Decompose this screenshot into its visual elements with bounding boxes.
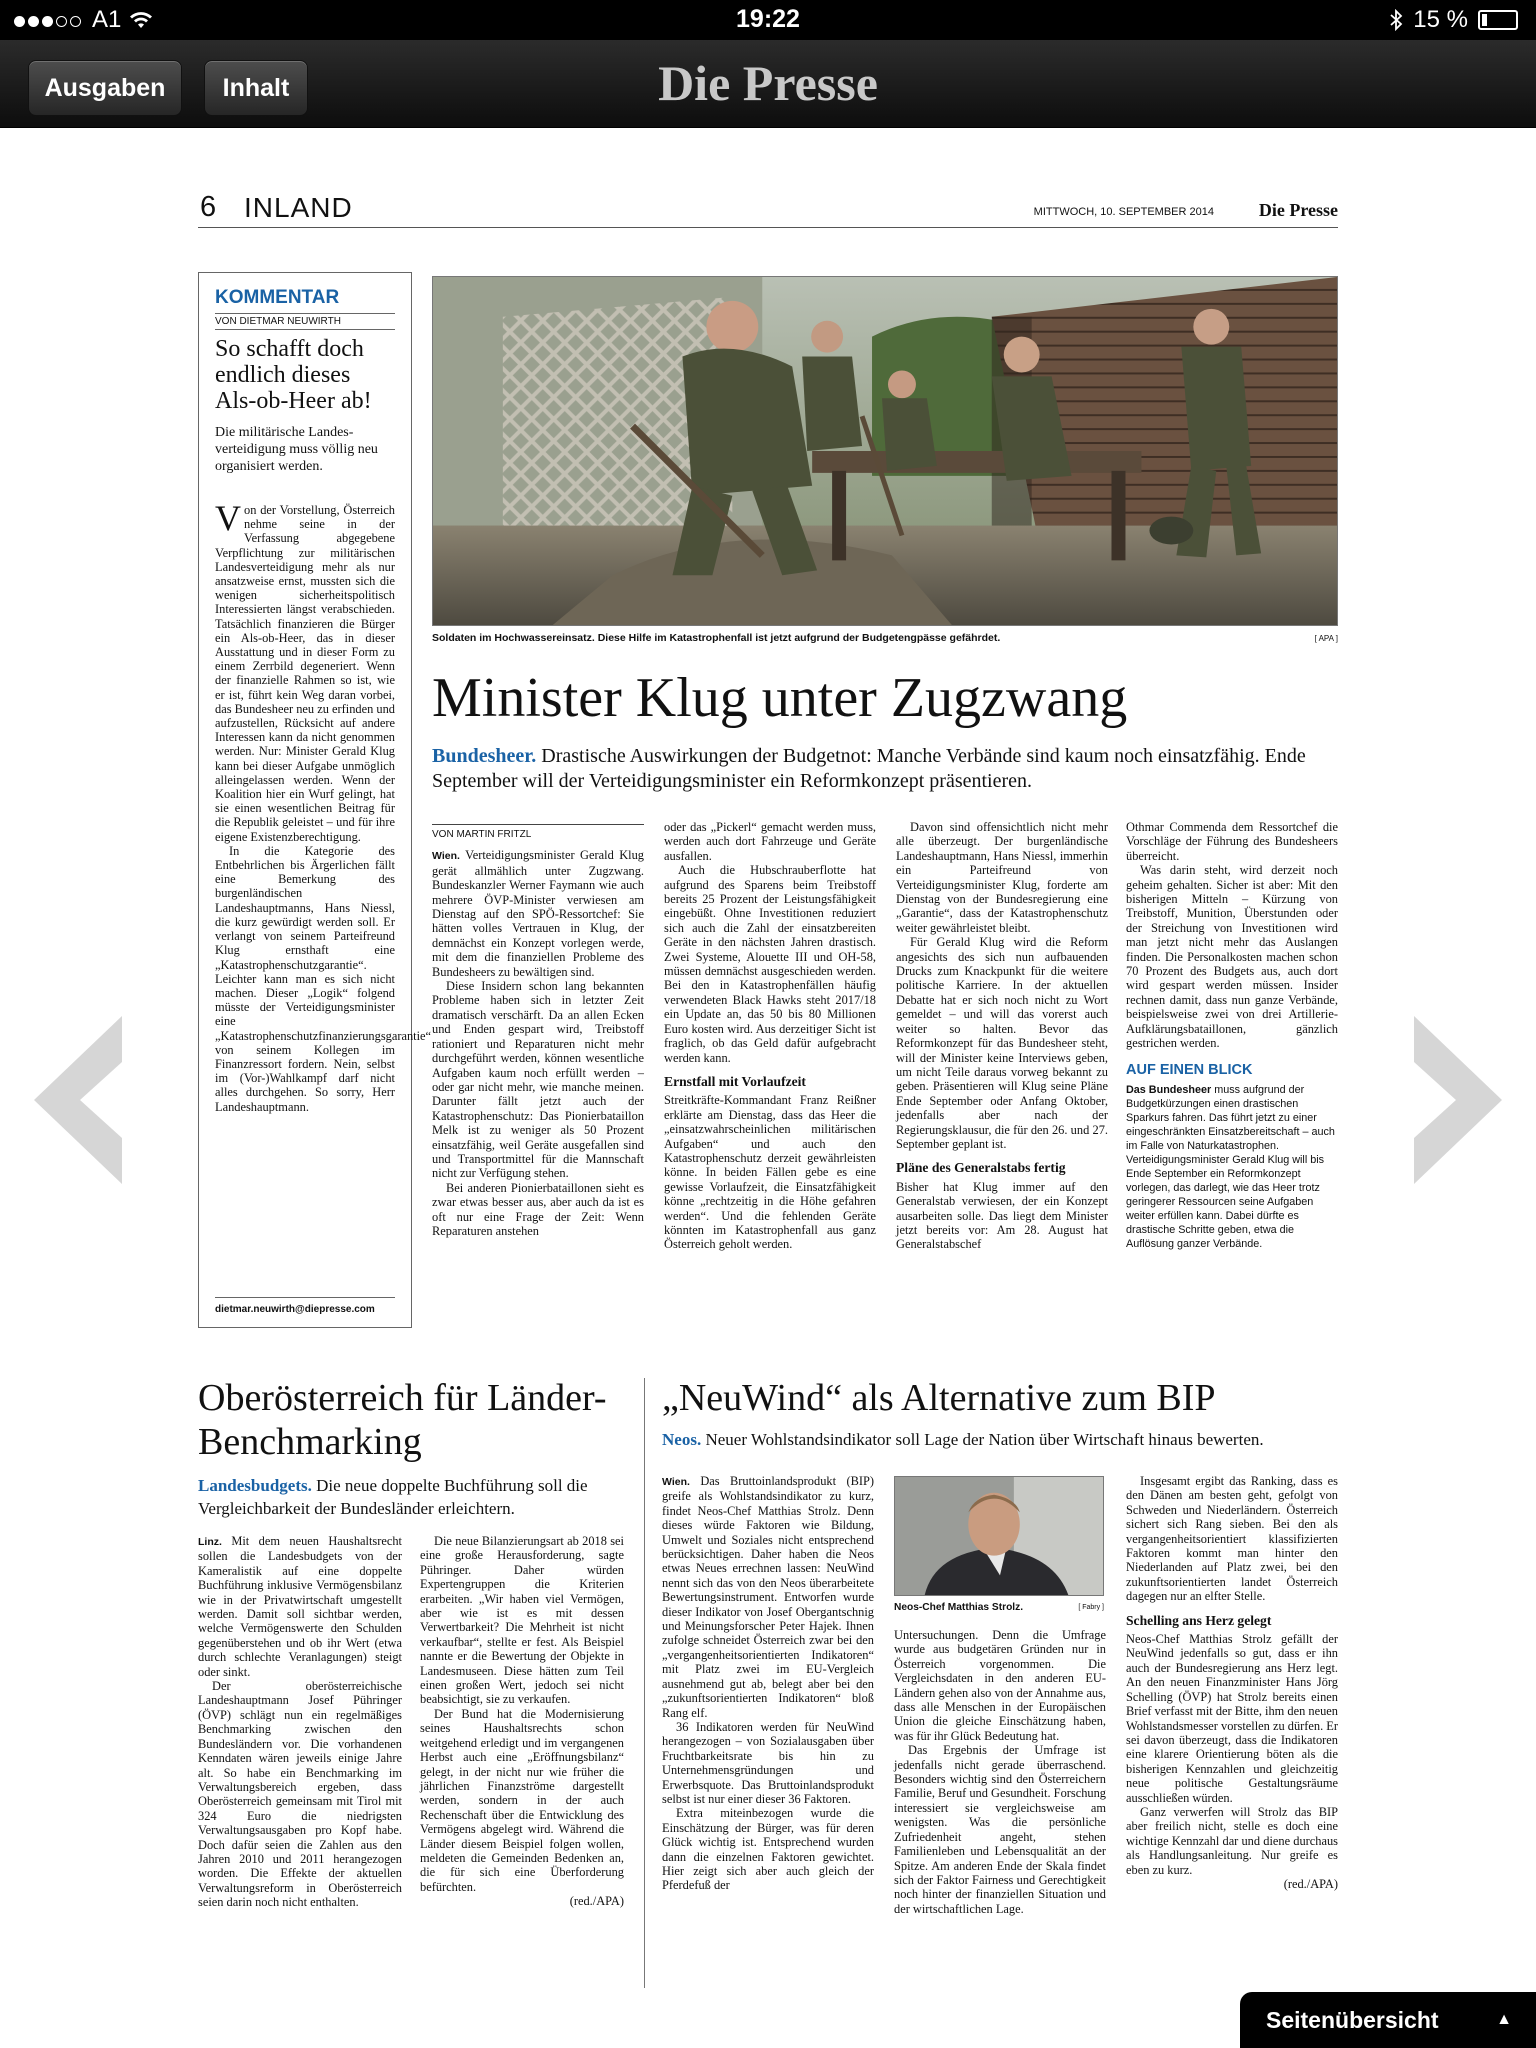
paragraph: Für Gerald Klug wird die Reform angesichts des sich nun aufbauenden Drucks zum Knackpunkt für die weitere politische Karriere. In der aktuellen Debatte hat er sich noch nicht zu Wort gemeldet – und will das vorerst auch weiter so halten. Bevor das Reformkonzept für das Bundesheer steht, will der Minister keine Interviews geben, um nicht Teile daraus vorweg bekannt zu geben. Präsentieren will Klug seine Pläne Ende September oder Anfang Oktober, jedenfalls aber nach der Regierungsklausur, die für den 26. und 27. September geplant ist. — [896, 935, 1108, 1151]
neuwind-column-2 — [894, 1628, 1106, 1916]
ooe-headline[interactable]: Oberösterreich für Länder-Benchmarking — [198, 1377, 607, 1463]
main-column-1 — [432, 824, 644, 1238]
paragraph: Der Bund hat die Modernisierung seines Haushaltsrechts schon weitgehend erledigt und im vergangenen Herbst auch eine „Eröffnungsbilanz“ gelegt, in der nicht nur wie früher die jährlichen Finanzströme dargestellt werden, sondern in der auch Rechenschaft über die Entwicklung des Vermögens abgelegt wird. Während die Länder diesem Beispiel folgen wollen, meldeten die Gemeinden Bedenken an, die für sich eine Überforderung befürchten. — [420, 1706, 624, 1894]
main-subline-text: Drastische Auswirkungen der Budgetnot: Manche Verbände sind kaum noch einsatzfähig. Ende September will der Verteidigungsminister ein Reformkonzept präsentieren. — [432, 745, 1306, 792]
neuwind-subline-text: Neuer Wohlstandsindikator soll Lage der Nation über Wirtschaft hinaus bewerten. — [705, 1430, 1264, 1449]
paragraph: Bei anderen Pionierbataillonen sieht es zwar etwas besser aus, aber auch da ist es oft nur eine Frage der Zeit: Wenn Reparaturen anstehen — [432, 1180, 644, 1238]
ooe-subline — [198, 1474, 618, 1520]
carrier-label: A1 — [92, 6, 122, 33]
byline: VON MARTIN FRITZL — [432, 824, 644, 842]
paragraph: Insgesamt ergibt das Ranking, dass es den Dänen am besten geht, gefolgt von Schweden und Niederländern. Österreich sichert sich Rang sieben. Bei den als vergangenheitsorientiert klassifizierten Faktoren kommt man hinter den Niederlanden auf Platz zwei, bei den zukunftsorientierten landet Österreich dagegen nur an elfter Stelle. — [1126, 1474, 1338, 1604]
kommentar-box[interactable] — [198, 272, 432, 1328]
paragraph: Der oberösterreichische Landeshauptmann Josef Pühringer (ÖVP) schlägt nun ein regelmäßiges Benchmarking zwischen den Bundesländern vor. Die vorhandenen Kenndaten wären jeweils einige Jahre alt. So habe ein Benchmarking im Verwaltungsbereich ergeben, dass Oberösterreich gemeinsam mit Tirol mit 324 Euro die niedrigsten Verwaltungsausgaben pro Kopf habe. Doch dafür seien die Zahlen aus den Jahren 2010 und 2011 herangezogen worden. Die Effekte der aktuellen Verwaltungsreform in Oberösterreich seien darin noch nicht enthalten. — [198, 1679, 402, 1910]
battery-percent: 15 % — [1413, 6, 1468, 33]
ooe-kicker: Landesbudgets. — [198, 1476, 312, 1495]
main-kicker: Bundesheer. — [432, 745, 537, 767]
main-column-4 — [1126, 820, 1338, 1251]
triangle-up-icon: ▲ — [1496, 2011, 1512, 2028]
subheading: Schelling ans Herz gelegt — [1126, 1612, 1272, 1628]
inhalt-button[interactable]: Inhalt — [204, 60, 308, 116]
paragraph: Untersuchungen. Denn die Umfrage wurde aus budgetären Gründen nur in Österreich vorgenommen. Die Vergleichsdaten in den anderen EU-Ländern gehen also von der Annahme aus, dass alle Menschen in der Europäischen Union die gleiche Einschätzung haben, was für ihr Glück Bedeutung hat. — [894, 1628, 1106, 1743]
bluetooth-icon — [1389, 9, 1403, 31]
next-page-icon[interactable] — [1404, 1010, 1514, 1190]
section-label: INLAND — [244, 192, 353, 223]
kommentar-label: KOMMENTAR — [215, 287, 340, 308]
subheading: Ernstfall mit Vorlaufzeit — [664, 1073, 806, 1089]
app-toolbar — [0, 40, 1536, 128]
kommentar-email[interactable]: dietmar.neuwirth@diepresse.com — [215, 1297, 395, 1315]
paragraph: Streitkräfte-Kommandant Franz Reißner erklärte am Dienstag, dass das Heer die „einsatzwahrscheinlichen militärischen Aufgaben“ und auch den Katastrophenschutz derzeit gewährleisten könne. In beiden Fällen gebe es eine gewisse Vorlaufzeit, die Einsatzfähigkeit könne „rechtzeitig in die Höhe gefahren werden“. Und die fehlenden Geräte könnten im Katastrophenfall aus ganz Österreich geholt werden. — [664, 1093, 876, 1252]
box-text — [1126, 1083, 1338, 1251]
strolz-portrait-photo[interactable] — [894, 1476, 1104, 1596]
main-subline — [432, 744, 1338, 794]
clock: 19:22 — [736, 5, 800, 33]
box-lead: Das Bundesheer — [1126, 1083, 1212, 1096]
previous-page-icon[interactable] — [22, 1010, 132, 1190]
paragraph: Bisher hat Klug immer auf den Generalstab verwiesen, der ein Konzept ausarbeiten solle. Das liegt dem Minister jetzt bereits vor: Am 28. August hat Generalstabschef — [896, 1179, 1108, 1252]
soldiers-flood-photo[interactable] — [432, 276, 1338, 626]
photo-caption-text: Soldaten im Hochwassereinsatz. Diese Hilfe im Katastrophenfall ist jetzt aufgrund der Budgetengpässe gefährdet. — [432, 632, 1001, 644]
paragraph: Diese Insidern schon lang bekannten Probleme haben sich in letzter Zeit dramatisch verschärft. Da an allen Ecken und Enden gespart wird, Treibstoff rationiert und Reparaturen nicht mehr durchgeführt werden, können wesentliche Aufgaben kaum noch erfüllt werden – oder gar nicht mehr, wie manche meinen. Darunter fällt jetzt auch der Katastrophenschutz: Das Pionierbataillon Melk ist zu weniger als 50 Prozent einsatzfähig, weil Geräte ausgefallen sind und Transportmittel für die Mannschaft nicht zur Verfügung stehen. — [432, 979, 644, 1181]
paragraph: Ganz verwerfen will Strolz das BIP aber freilich nicht, stelle es doch eine wichtige Kennzahl dar und diene durchaus als Handlungsanleitung. Nur greife es eben zu kurz. — [1126, 1804, 1338, 1877]
paragraph: oder das „Pickerl“ gemacht werden muss, werden auch dort Fahrzeuge und Geräte ausfallen. — [664, 820, 876, 863]
page-overview-button[interactable] — [1240, 1992, 1536, 2048]
app-logo: Die Presse — [658, 55, 878, 111]
issue-date: MITTWOCH, 10. SEPTEMBER 2014 — [1033, 206, 1214, 218]
main-headline[interactable]: Minister Klug unter Zugzwang — [432, 667, 1128, 729]
main-column-2 — [664, 820, 876, 1252]
dateline: Wien. — [432, 850, 460, 863]
kommentar-dek: Die militärische Landesverteidigung muss völlig neu organisiert werden. — [215, 425, 378, 474]
column-divider — [644, 1378, 645, 1988]
kommentar-title: So schafft doch endlich dieses Als-ob-Heer ab! — [215, 336, 372, 414]
ooe-column-2 — [420, 1534, 624, 1909]
subheading: Pläne des Generalstabs fertig — [896, 1160, 1066, 1176]
kommentar-author: VON DIETMAR NEUWIRTH — [215, 313, 395, 330]
paragraph: Extra miteinbezogen wurde die Einschätzung der Bürger, was für deren Glück wichtig ist. Entsprechend wurden dann die einzelnen Faktoren gewichtet. Hier zeigt sich aber auch gleich der Pferdefuß der — [662, 1806, 874, 1893]
ooe-column-1 — [198, 1534, 402, 1910]
dateline: Linz. — [198, 1536, 222, 1548]
neuwind-kicker: Neos. — [662, 1430, 702, 1449]
paragraph: 36 Indikatoren werden für NeuWind herangezogen – von Sozialausgaben über Fruchtbarkeitsrate bis hin zu Unternehmensgründungen und Erwerbsquote. Das Bruttoinlandsprodukt selbst ist nur einer dieser 36 Faktoren. — [662, 1719, 874, 1806]
page-logo: Die Presse — [1258, 200, 1338, 220]
signature: (red./APA) — [569, 1894, 624, 1909]
main-column-3 — [896, 820, 1108, 1252]
photo-credit: [ APA ] — [1314, 634, 1338, 643]
dropcap: V — [215, 498, 241, 538]
box-body: muss aufgrund der Budgetkürzungen einen drastischen Sparkurs fahren. Das führt jetzt zu einer eingeschränkten Einsatzbereitschaft – auch im Falle von Naturkatastrophen. Verteidigungsminister Gerald Klug will bis Ende September ein Reformkonzept vorlegen, das darlegt, wie das Heer trotz geringerer Ressourcen seine Aufgaben weiter erfüllen kann. Dabei dürfte es drastische Schritte geben, etwa die Auflösung ganzer Verbände. — [1126, 1083, 1335, 1250]
dateline: Wien. — [662, 1476, 690, 1488]
kommentar-paragraph: In die Kategorie des Entbehrlichen bis Ärgerlichen fällt eine Bemerkung des burgenländischen Landeshauptmanns, Hans Niessl, die kurz gewürdigt werden soll. Er verlangt von seinem Parteifreund Klug ernsthaft eine „Katastrophenschutzgarantie“. Leichter kann man es sich nicht machen. Dieser „Logik“ folgend müsste der Verteidigungsminister eine „Katastrophenschutzfinanzierungsgarantie“ von seinem Kollegen im Finanzressort fordern. Nein, selbst im (Vor-)Wahlkampf darf nicht alles durchgehen. So sorry, Herr Landeshauptmann. — [215, 843, 432, 1114]
paragraph: Davon sind offensichtlich nicht mehr alle überzeugt. Der burgenländische Landeshauptmann, Hans Niessl, immerhin ein Parteifreund von Verteidigungsminister Klug, forderte am Dienstag von der Bundesregierung eine „Garantie“, dass der Katastrophenschutz weiter gewährleistet bleibt. — [896, 820, 1108, 935]
paragraph: Was darin steht, wird derzeit noch geheim gehalten. Sicher ist aber: Mit den bisherigen Mitteln – Kürzung von Treibstoff, Munition, Überstunden oder der Streichung von Investitionen wird man jetzt nicht mehr das Auslangen finden. Die Personalkosten machen schon 70 Prozent des Budgets aus, auch dort wird gespart werden müssen. Insider rechnen damit, dass nun ganze Verbände, beispielsweise zwei von drei Artillerie-Aufklärungsbataillonen, gänzlich gestrichen werden. — [1126, 863, 1338, 1051]
paragraph: Mit dem neuen Haushaltsrecht sollen die Landesbudgets von der Kameralistik auf eine doppelte Buchführung inklusive Vermögensbilanz wie in der Privatwirtschaft umgestellt werden. Damit soll sichtbar werden, welche Vermögenswerte den Schulden gegenüberstehen und ob ihr Wert (etwa durch schlechte Veranlagungen) steigt oder sinkt. — [198, 1534, 402, 1679]
paragraph: Das Ergebnis der Umfrage ist jedenfalls nicht gerade überraschend. Besonders wichtig sind den Österreichern Familie, Beruf und Gesundheit. Forschung interessiert sie vergleichsweise am wenigsten. Was die persönliche Zufriedenheit angeht, stehen Familienleben und Lebensqualität an der Spitze. Am anderen Ende der Skala findet sich der Faktor Fairness und Gerechtigkeit noch hinter der finanziellen Situation und der wirtschaftlichen Lage. — [894, 1743, 1106, 1916]
paragraph: Verteidigungsminister Gerald Klug gerät allmählich unter Zugzwang. Bundeskanzler Werner Faymann wie auch mehrere ÖVP-Minister verwiesen am Dienstag auf den SPÖ-Ressortchef: Sie hätten volles Vertrauen in Klug, der demnächst ein Konzept vorlegen werde, mit dem die finanziellen Probleme des Bundesheers zu bewältigen sind. — [432, 848, 645, 979]
battery-icon — [1478, 10, 1518, 30]
portrait-caption-text: Neos-Chef Matthias Strolz. — [894, 1602, 1024, 1613]
page-header — [198, 188, 1338, 228]
page-overview-label: Seitenübersicht — [1266, 2007, 1439, 2033]
paragraph: Auch die Hubschrauberflotte hat aufgrund des Sparens beim Treibstoff bereits 25 Prozent der Leistungsfähigkeit eingebüßt. Ohne Investitionen reduziert sich auch die Zahl der einsatzbereiten Geräte in den nächsten Jahren drastisch. Zwei Systeme, Alouette III und OH-58, müssen demnächst ausgeschieden werden. Bei den in Katastrophenfällen häufig verwendeten Black Hawks steht 2017/18 ein Update an, das 50 bis 80 Millionen Euro kosten wird. Aus derzeitiger Sicht ist fraglich, ob das Geld dafür aufgebracht werden kann. — [664, 863, 876, 1065]
box-title: AUF EINEN BLICK — [1126, 1061, 1253, 1078]
paragraph: Neos-Chef Matthias Strolz gefällt der NeuWind jedenfalls so gut, dass er ihn auch der Bundesregierung ans Herz legt. An den neuen Finanzminister Hans Jörg Schelling (ÖVP) hat Strolz bereits einen Brief verfasst mit der Bitte, ihm den neuen Wohlstandsmesser vorstellen zu dürfen. Er sei davon überzeugt, dass die Indikatoren eine klarere Orientierung böten als die bisherigen Kennzahlen und gleichzeitig neue politische Gestaltungsräume ausschließen würden. — [1126, 1632, 1338, 1805]
ausgaben-button[interactable]: Ausgaben — [28, 60, 182, 116]
neuwind-subline — [662, 1428, 1338, 1451]
kommentar-body — [215, 498, 432, 1114]
neuwind-column-3 — [1126, 1474, 1338, 1891]
paragraph: Das Bruttoinlandsprodukt (BIP) greife als Wohlstandsindikator zu kurz, findet Neos-Chef Matthias Strolz. Denn dieses würde Faktoren wie Bildung, Umwelt und Soziales nicht entsprechend berücksichtigen. Daher haben die Neos etwas Neues errechnen lassen: NeuWind nennt sich das von den Neos überarbeitete Bewertungsinstrument. Entworfen wurde dieser Indikator von Josef Obergantschnig und Meinungsforscher Peter Hajek. Ihnen zufolge schneidet Österreich zwar bei den „vergangenheitsorientierten Indikatoren“ mit Platz zwei im EU-Vergleich ausnehmend gut ab, belegt aber bei den „zukunftsorientierten Indikatoren“ bloß Rang elf. — [662, 1474, 874, 1720]
portrait-credit: [ Fabry ] — [1078, 1604, 1104, 1611]
page-number: 6 — [200, 191, 217, 223]
photo-caption — [432, 632, 1338, 644]
kommentar-paragraph: on der Vorstellung, Österreich nehme seine in der Verfassung abgegebene Verpflichtung zur militärischen Landesverteidigung mehr als nur ansatzweise ernst, mussten sich die wenigen sicherheitspolitisch Interessierten längst verabschieden. Tatsächlich finanzieren die Bürger ein Als-ob-Heer, das in dieser Ausstattung und in dieser Form zu einem Zerrbild degeneriert. Wenn der finanzielle Rahmen so ist, wie er ist, führt kein Weg daran vorbei, das Bundesheer neu zu erfinden und aufzustellen, Rücksicht auf andere Interessen kann da nicht genommen werden. Nur: Minister Gerald Klug kann bei dieser Aufgabe unmöglich alleingelassen werden. Wenn der Koalition hier ein Wurf gelingt, hat sie einen wesentlichen Beitrag für die Republik geleistet – und für ihre eigene Existenzberechtigung. — [215, 503, 395, 844]
paragraph: Othmar Commenda dem Ressortchef die Vorschläge der Führung des Bundesheers überreicht. — [1126, 820, 1338, 863]
neuwind-column-1 — [662, 1474, 874, 1893]
portrait-caption — [894, 1602, 1104, 1613]
paragraph: Die neue Bilanzierungsart ab 2018 sei eine große Herausforderung, sagte Pühringer. Daher würden Expertengruppen die Kriterien erarbeiten. „Wir haben viel Vermögen, aber wie ist es mit dessen Verwertbarkeit? Die Mehrheit ist nicht verkaufbar“, stellte er fest. Als Beispiel nannte er die Bewertung der Objekte in Landesmuseen. Diese hätten zum Teil einen großen Wert, jedoch sei nicht beabsichtigt, sie zu verkaufen. — [420, 1534, 624, 1707]
status-bar — [0, 0, 1536, 40]
neuwind-headline[interactable]: „NeuWind“ als Alternative zum BIP — [662, 1377, 1216, 1419]
signature: (red./APA) — [1283, 1876, 1338, 1891]
ooe-subline-text: Die neue doppelte Buchführung soll die Vergleichbarkeit der Bundesländer erleichtern. — [198, 1476, 588, 1518]
